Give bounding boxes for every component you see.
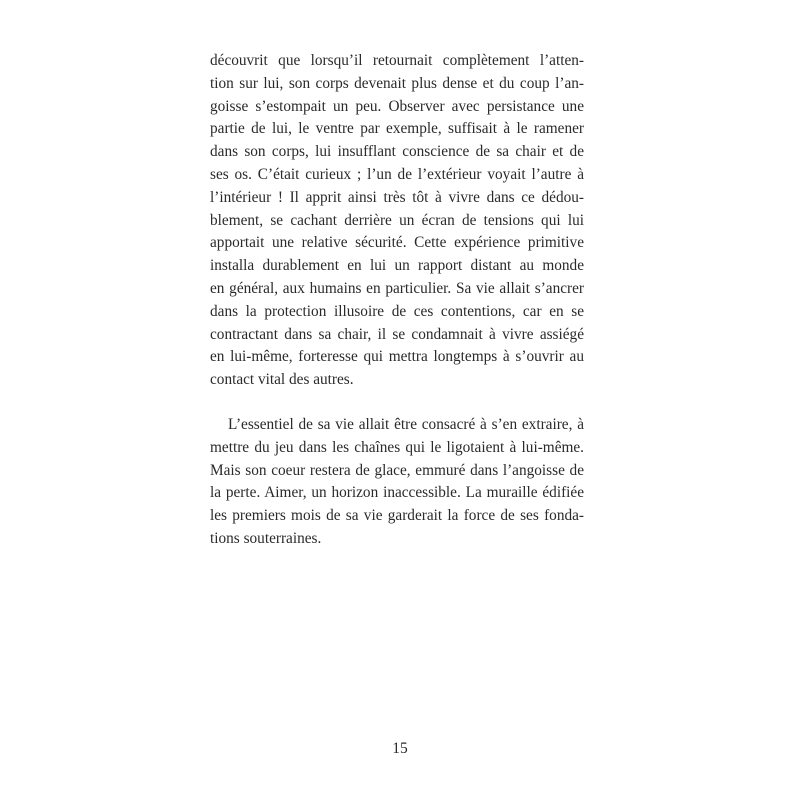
text-line: les premiers mois de sa vie garderait la force de ses fonda- bbox=[210, 507, 584, 525]
text-line: contractant dans sa chair, il se condamnait à vivre assiégé bbox=[210, 325, 584, 343]
text-line: installa durablement en lui un rapport distant au monde bbox=[210, 257, 584, 275]
paragraph-spacer bbox=[210, 392, 584, 414]
text-line: dans son corps, lui insufflant conscience de sa chair et de bbox=[210, 143, 584, 161]
text-line: partie de lui, le ventre par exemple, suffisait à le ramener bbox=[210, 120, 584, 138]
text-line: mettre du jeu dans les chaînes qui le ligotaient à lui-même. bbox=[210, 438, 584, 456]
text-line: en général, aux humains en particulier. Sa vie allait s’ancrer bbox=[210, 279, 584, 297]
paragraph-1 bbox=[210, 50, 584, 392]
text-line: la perte. Aimer, un horizon inaccessible. La muraille édifiée bbox=[210, 484, 584, 502]
text-line: découvrit que lorsqu’il retournait complètement l’atten- bbox=[210, 52, 584, 69]
text-line: l’intérieur ! Il apprit ainsi très tôt à vivre dans ce dédou- bbox=[210, 188, 584, 206]
text-line: goisse s’estompait un peu. Observer avec persistance une bbox=[210, 97, 584, 115]
text-line: ses os. C’était curieux ; l’un de l’extérieur voyait l’autre à bbox=[210, 165, 584, 183]
text-line: L’essentiel de sa vie allait être consacré à s’en extraire, à bbox=[228, 415, 584, 433]
text-line: Mais son coeur restera de glace, emmuré dans l’angoisse de bbox=[210, 461, 584, 479]
text-line: en lui-même, forteresse qui mettra longtemps à s’ouvrir au bbox=[210, 348, 584, 366]
text-line: apportait une relative sécurité. Cette expérience primitive bbox=[210, 234, 584, 252]
page-number: 15 bbox=[392, 740, 408, 757]
text-line: tions souterraines. bbox=[210, 529, 322, 547]
text-line: blement, se cachant derrière un écran de tensions qui lui bbox=[210, 211, 584, 229]
paragraph-2 bbox=[210, 414, 584, 551]
text-line: dans la protection illusoire de ces contentions, car en se bbox=[210, 302, 584, 320]
body-text bbox=[210, 50, 584, 551]
text-line: tion sur lui, son corps devenait plus dense et du coup l’an- bbox=[210, 74, 584, 92]
text-line: contact vital des autres. bbox=[210, 371, 354, 389]
